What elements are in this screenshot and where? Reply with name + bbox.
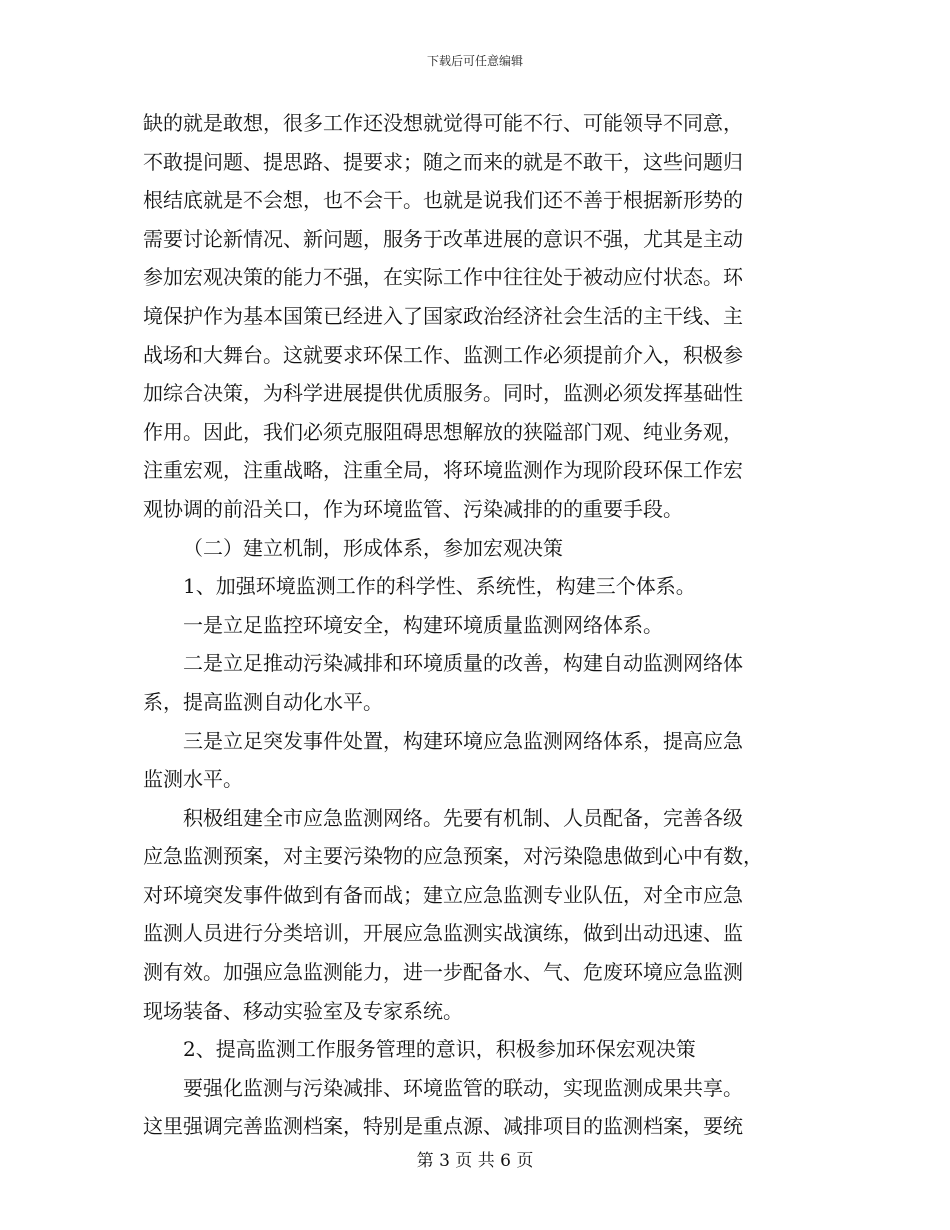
text-line: 加综合决策，为科学进展提供优质服务。同时，监测必须发挥基础性 — [143, 381, 743, 406]
text-line: 观协调的前沿关口，作为环境监管、污染减排的的重要手段。 — [143, 496, 683, 521]
text-line: 一是立足监控环境安全，构建环境质量监测网络体系。 — [183, 612, 663, 637]
section-heading: （二）建立机制，形成体系，参加宏观决策 — [183, 535, 563, 560]
text-line: 现场装备、移动实验室及专家系统。 — [143, 998, 463, 1023]
text-line: 积极组建全市应急监测网络。先要有机制、人员配备，完善各级 — [183, 805, 743, 830]
text-line: 需要讨论新情况、新问题，服务于改革进展的意识不强，尤其是主动 — [143, 226, 743, 251]
text-line: 注重宏观，注重战略，注重全局，将环境监测作为现阶段环保工作宏 — [143, 458, 743, 483]
text-line: 境保护作为基本国策已经进入了国家政治经济社会生活的主干线、主 — [143, 303, 743, 328]
text-line: 参加宏观决策的能力不强，在实际工作中往往处于被动应付状态。环 — [143, 265, 743, 290]
text-line: 对环境突发事件做到有备而战；建立应急监测专业队伍，对全市应急 — [143, 882, 743, 907]
page-footer: 第 3 页 共 6 页 — [416, 1151, 534, 1171]
text-line: 作用。因此，我们必须克服阻碍思想解放的狭隘部门观、纯业务观， — [143, 419, 743, 444]
text-line: 系，提高监测自动化水平。 — [143, 689, 383, 714]
subsection-heading: 1、加强环境监测工作的科学性、系统性，构建三个体系。 — [183, 574, 696, 599]
text-line: 战场和大舞台。这就要求环保工作、监测工作必须提前介入，积极参 — [143, 342, 743, 367]
page-header: 下载后可任意编辑 — [426, 54, 523, 68]
text-line: 要强化监测与污染减排、环境监管的联动，实现监测成果共享。 — [183, 1075, 743, 1100]
text-line: 监测人员进行分类培训，开展应急监测实战演练，做到出动迅速、监 — [143, 921, 743, 946]
text-line: 根结底就是不会想，也不会干。也就是说我们还不善于根据新形势的 — [143, 188, 743, 213]
text-line: 不敢提问题、提思路、提要求；随之而来的就是不敢干，这些问题归 — [143, 149, 743, 174]
text-line: 测有效。加强应急监测能力，进一步配备水、气、危废环境应急监测 — [143, 960, 743, 985]
text-line: 缺的就是敢想，很多工作还没想就觉得可能不行、可能领导不同意， — [143, 111, 743, 135]
text-line: 二是立足推动污染减排和环境质量的改善，构建自动监测网络体 — [183, 651, 743, 676]
document-body — [143, 104, 803, 1146]
text-line: 应急监测预案，对主要污染物的应急预案，对污染隐患做到心中有数， — [143, 844, 763, 869]
text-line: 三是立足突发事件处置，构建环境应急监测网络体系，提高应急 — [183, 728, 743, 753]
text-line: 监测水平。 — [143, 767, 243, 792]
subsection-heading: 2、提高监测工作服务管理的意识，积极参加环保宏观决策 — [183, 1037, 696, 1062]
text-line: 这里强调完善监测档案，特别是重点源、减排项目的监测档案，要统 — [143, 1114, 743, 1139]
